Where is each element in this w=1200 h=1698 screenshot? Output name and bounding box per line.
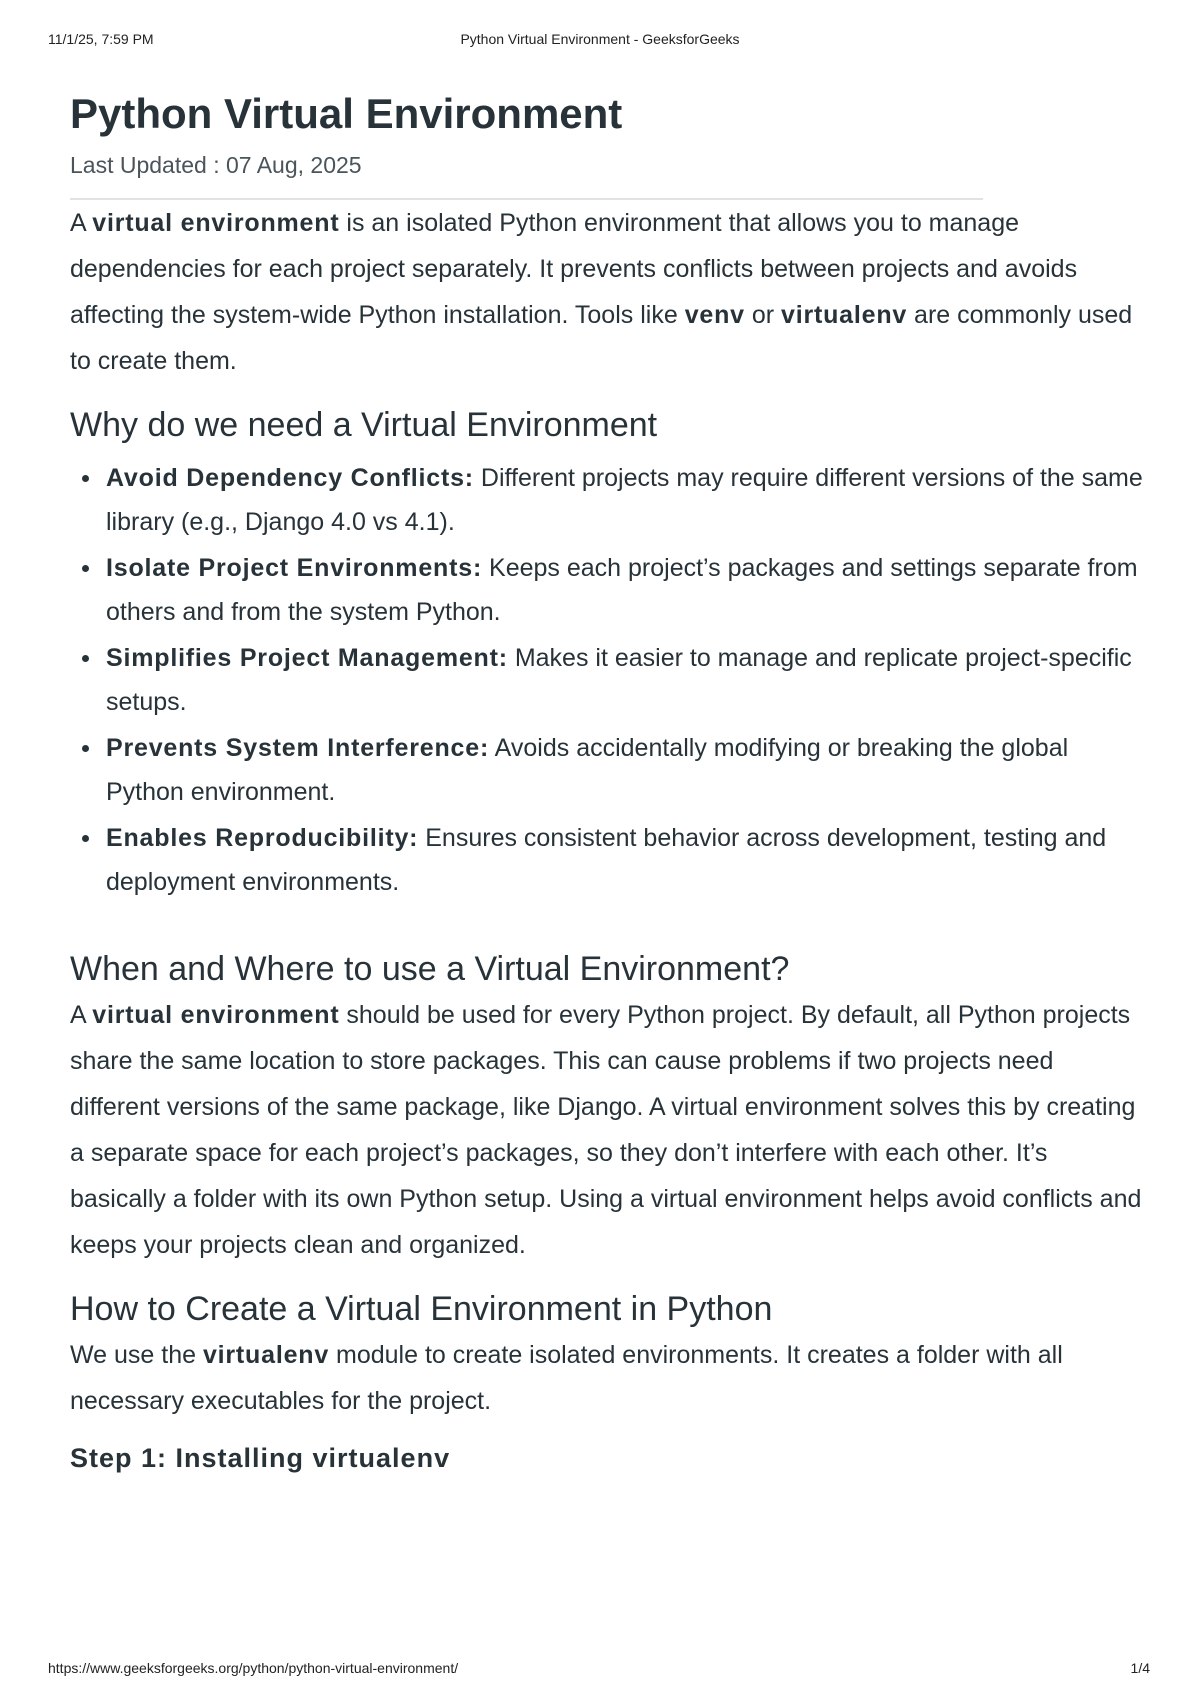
- reasons-list: [70, 456, 1150, 904]
- intro-paragraph: A virtual environment is an isolated Python environment that allows you to manage dependencies for each project separately. It prevents conflicts between projects and avoids affecting the system-wide Python installation. Tools like venv or virtualenv are commonly used to create them.: [70, 209, 1133, 375]
- list-item-term: Isolate Project Environments:: [106, 554, 483, 582]
- bullet-icon: [82, 475, 89, 482]
- list-item: [106, 636, 1150, 724]
- list-item-term: Enables Reproducibility:: [106, 824, 419, 852]
- list-item: [106, 816, 1150, 904]
- list-item: [106, 726, 1150, 814]
- last-updated: Last Updated : 07 Aug, 2025: [70, 152, 362, 178]
- bold-term: virtualenv: [781, 301, 908, 329]
- list-item: [106, 546, 1150, 634]
- bold-term: venv: [684, 301, 745, 329]
- list-item-term: Prevents System Interference:: [106, 734, 490, 762]
- bold-term: virtual environment: [92, 1001, 340, 1029]
- bold-term: virtualenv: [202, 1341, 330, 1369]
- bullet-icon: [82, 835, 89, 842]
- list-item-term: Avoid Dependency Conflicts:: [106, 464, 474, 492]
- print-url: https://www.geeksforgeeks.org/python/python-virtual-environment/: [48, 1660, 459, 1676]
- list-item: [106, 456, 1150, 544]
- bullet-icon: [82, 655, 89, 662]
- article: [70, 86, 1150, 1478]
- section-heading-how: How to Create a Virtual Environment in Python: [70, 1290, 773, 1328]
- bold-term: virtual environment: [92, 209, 340, 237]
- when-paragraph: A virtual environment should be used for every Python project. By default, all Python projects share the same location to store packages. This can cause problems if two projects need different versions of the same package, like Django. A virtual environment solves this by creating a separate space for each project’s packages, so they don’t interfere with each other. It’s basically a folder with its own Python setup. Using a virtual environment helps avoid conflicts and keeps your projects clean and organized.: [70, 1001, 1142, 1259]
- list-item-term: Simplifies Project Management:: [106, 644, 508, 672]
- print-datetime: 11/1/25, 7:59 PM: [48, 31, 154, 47]
- list-item-text: Ensures consistent behavior across development, testing and deployment environments.: [106, 824, 1107, 896]
- article-title: Python Virtual Environment: [70, 90, 623, 137]
- how-paragraph: We use the virtualenv module to create isolated environments. It creates a folder with all necessary executables for the project.: [70, 1341, 1063, 1415]
- print-page-number: 1/4: [1130, 1660, 1150, 1676]
- bullet-icon: [82, 565, 89, 572]
- list-item-text: Different projects may require different versions of the same library (e.g., Django 4.0 vs 4.1).: [106, 464, 1143, 536]
- section-heading-when: When and Where to use a Virtual Environment?: [70, 950, 790, 988]
- print-page-title: Python Virtual Environment - GeeksforGeeks: [460, 31, 740, 47]
- list-item-text: Keeps each project’s packages and settings separate from others and from the system Python.: [106, 554, 1138, 626]
- list-item-text: Avoids accidentally modifying or breaking the global Python environment.: [106, 734, 1069, 806]
- section-heading-why: Why do we need a Virtual Environment: [70, 406, 658, 444]
- list-item-text: Makes it easier to manage and replicate project-specific setups.: [106, 644, 1132, 716]
- step-heading: Step 1: Installing virtualenv: [70, 1443, 451, 1473]
- bullet-icon: [82, 745, 89, 752]
